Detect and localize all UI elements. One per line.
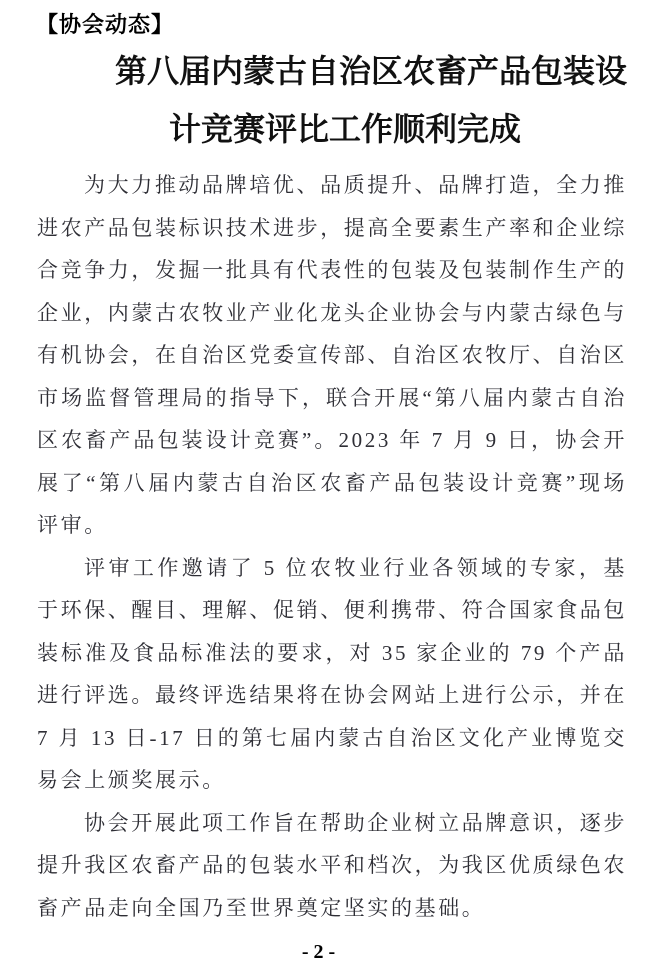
document-title [37,42,627,158]
document-body [37,164,627,929]
title-line-2: 计竞赛评比工作顺利完成 [168,111,521,147]
section-label: 【协会动态】 [36,12,175,37]
page-number: - 2 - [301,941,336,963]
title-line-1: 第八届内蒙古自治区农畜产品包装设 [115,53,628,89]
paragraph-3: 协会开展此项工作旨在帮助企业树立品牌意识，逐步提升我区农畜产品的包装水平和档次，为我区优质绿色农畜产品走向全国乃至世界奠定坚实的基础。 [37,810,627,920]
paragraph-1: 为大力推动品牌培优、品质提升、品牌打造，全力推进农产品包装标识技术进步，提高全要素生产率和企业综合竞争力，发掘一批具有代表性的包装及包装制作生产的企业，内蒙古农牧业产业化龙头企业协会与内蒙古绿色与有机协会，在自治区党委宣传部、自治区农牧厅、自治区市场监督管理局的指导下，联合开展“第八届内蒙古自治区农畜产品包装设计竞赛”。2023 年 7 月 9 日，协会开展了“第八届内蒙古自治区农畜产品包装设计竞赛”现场评审。 [37,173,627,537]
paragraph-2: 评审工作邀请了 5 位农牧业行业各领域的专家，基于环保、醒目、理解、促销、便利携带、符合国家食品包装标准及食品标准法的要求，对 35 家企业的 79 个产品进行评选。最终评选结果将在协会网站上进行公示，并在 7 月 13 日-17 日的第七届内蒙古自治区文化产业博览交易会上颁奖展示。 [37,555,627,792]
